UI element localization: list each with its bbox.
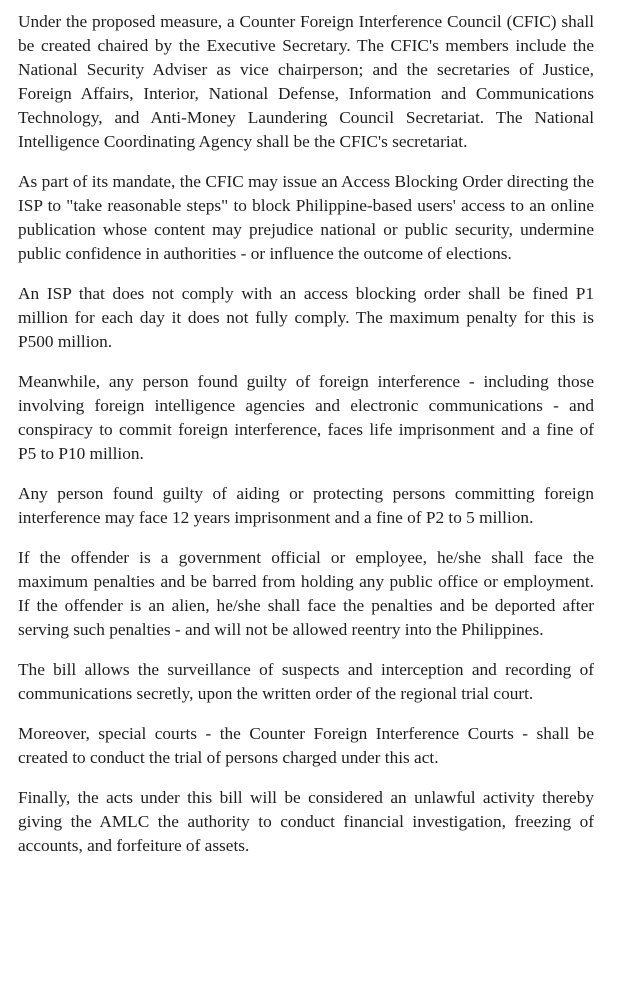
paragraph-amlc-authority: Finally, the acts under this bill will be considered an unlawful activity thereby giving the AMLC the authority to conduct financial investigation, freezing of accounts, and forfeiture of assets. [18, 788, 594, 855]
paragraph-special-courts: Moreover, special courts - the Counter Foreign Interference Courts - shall be created to conduct the trial of persons charged under this act. [18, 724, 594, 767]
paragraph-isp-penalty: An ISP that does not comply with an access blocking order shall be fined P1 million for each day it does not fully comply. The maximum penalty for this is P500 million. [18, 284, 594, 351]
paragraph-aiding-penalty: Any person found guilty of aiding or protecting persons committing foreign interference may face 12 years imprisonment and a fine of P2 to 5 million. [18, 484, 594, 527]
paragraph-cfic-creation: Under the proposed measure, a Counter Foreign Interference Council (CFIC) shall be created chaired by the Executive Secretary. The CFIC's members include the National Security Adviser as vice chairperson; and the secretaries of Justice, Foreign Affairs, Interior, National Defense, Information and Communications Technology, and Anti-Money Laundering Council Secretariat. The National Intelligence Coordinating Agency shall be the CFIC's secretariat. [18, 12, 594, 151]
paragraph-surveillance: The bill allows the surveillance of suspects and interception and recording of communications secretly, upon the written order of the regional trial court. [18, 660, 594, 703]
paragraph-offender-official-alien: If the offender is a government official or employee, he/she shall face the maximum penalties and be barred from holding any public office or employment. If the offender is an alien, he/she shall face the penalties and be deported after serving such penalties - and will not be allowed reentry into the Philippines. [18, 548, 594, 639]
paragraph-access-blocking-order: As part of its mandate, the CFIC may issue an Access Blocking Order directing the ISP to "take reasonable steps" to block Philippine-based users' access to an online publication whose content may prejudice national or public security, undermine public confidence in authorities - or influence the outcome of elections. [18, 172, 594, 263]
paragraph-foreign-interference-penalty: Meanwhile, any person found guilty of foreign interference - including those involving foreign intelligence agencies and electronic communications - and conspiracy to commit foreign interference, faces life imprisonment and a fine of P5 to P10 million. [18, 372, 594, 463]
